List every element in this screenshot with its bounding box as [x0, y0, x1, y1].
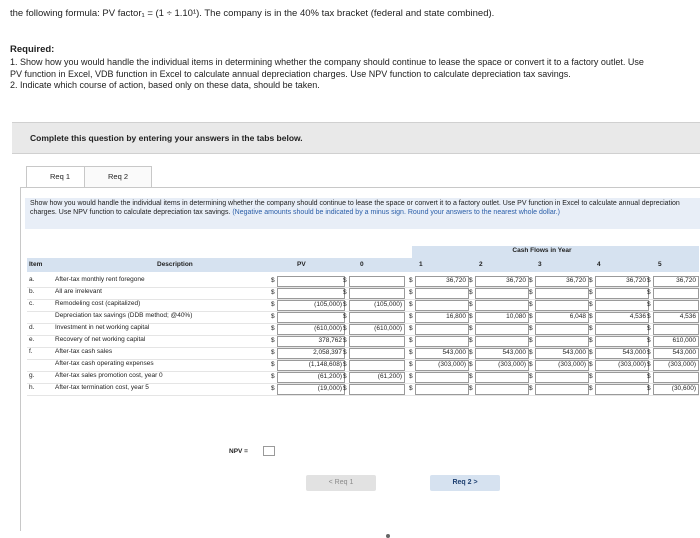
- header-group-label: Cash Flows in Year: [512, 247, 572, 254]
- cell-input-pv[interactable]: [277, 312, 345, 323]
- currency-sign: $: [469, 277, 473, 284]
- panel-heading: [12, 122, 700, 154]
- currency-sign: $: [469, 373, 473, 380]
- row-divider: [27, 395, 699, 396]
- cell-input-y3[interactable]: [535, 372, 589, 383]
- row-description: After-tax cash operating expenses: [55, 360, 154, 367]
- currency-sign: $: [529, 349, 533, 356]
- cell-input-y0[interactable]: (610,000): [349, 324, 405, 335]
- row-description: Recovery of net working capital: [55, 336, 146, 343]
- cell-input-pv[interactable]: (1,148,608): [277, 360, 345, 371]
- currency-sign: $: [647, 337, 651, 344]
- cell-input-y0[interactable]: [349, 360, 405, 371]
- currency-sign: $: [343, 337, 347, 344]
- col-year-0-header: 0: [360, 261, 364, 268]
- cell-input-pv[interactable]: 2,058,397: [277, 348, 345, 359]
- currency-sign: $: [589, 373, 593, 380]
- row-item-label: g.: [29, 372, 35, 379]
- row-item-label: a.: [29, 276, 35, 283]
- next-req-button[interactable]: Req 2 >: [430, 475, 500, 491]
- required-item-2: 2. Indicate which course of action, based only on these data, should be taken.: [10, 80, 320, 90]
- cell-input-y5[interactable]: (303,000): [653, 360, 699, 371]
- cell-input-y2[interactable]: [475, 384, 529, 395]
- cell-input-y5[interactable]: [653, 288, 699, 299]
- currency-sign: $: [409, 385, 413, 392]
- row-description: After-tax cash sales: [55, 348, 113, 355]
- cell-input-y0[interactable]: [349, 276, 405, 287]
- cell-input-y4[interactable]: [595, 372, 649, 383]
- currency-sign: $: [529, 361, 533, 368]
- row-description: After-tax monthly rent foregone: [55, 276, 145, 283]
- col-year-3-header: 3: [538, 261, 542, 268]
- npv-input[interactable]: [263, 446, 275, 456]
- cell-input-y4[interactable]: [595, 288, 649, 299]
- cell-input-y2[interactable]: [475, 372, 529, 383]
- cell-input-pv[interactable]: (105,000): [277, 300, 345, 311]
- currency-sign: $: [469, 385, 473, 392]
- cell-input-y5[interactable]: [653, 324, 699, 335]
- cell-input-y2[interactable]: 36,720: [475, 276, 529, 287]
- cell-input-y5[interactable]: 36,720: [653, 276, 699, 287]
- cell-input-y4[interactable]: [595, 300, 649, 311]
- row-description: After-tax sales promotion cost, year 0: [55, 372, 163, 379]
- cell-input-y3[interactable]: (303,000): [535, 360, 589, 371]
- cell-input-y1[interactable]: (303,000): [415, 360, 469, 371]
- currency-sign: $: [589, 385, 593, 392]
- cell-input-y3[interactable]: 543,000: [535, 348, 589, 359]
- cell-input-y4[interactable]: 4,536: [595, 312, 649, 323]
- cell-input-y2[interactable]: [475, 288, 529, 299]
- currency-sign: $: [271, 289, 275, 296]
- currency-sign: $: [529, 325, 533, 332]
- currency-sign: $: [271, 349, 275, 356]
- currency-sign: $: [529, 289, 533, 296]
- cell-input-y4[interactable]: [595, 336, 649, 347]
- cell-input-pv[interactable]: [277, 288, 345, 299]
- cell-input-y3[interactable]: [535, 300, 589, 311]
- currency-sign: $: [343, 349, 347, 356]
- currency-sign: $: [409, 313, 413, 320]
- cell-input-y3[interactable]: [535, 384, 589, 395]
- currency-sign: $: [589, 361, 593, 368]
- currency-sign: $: [271, 337, 275, 344]
- npv-label: NPV =: [229, 448, 248, 455]
- col-pv-header: PV: [297, 261, 306, 268]
- currency-sign: $: [647, 385, 651, 392]
- currency-sign: $: [589, 313, 593, 320]
- cell-input-y5[interactable]: 543,000: [653, 348, 699, 359]
- cell-input-pv[interactable]: [277, 276, 345, 287]
- row-description: All are irrelevant: [55, 288, 102, 295]
- cell-input-y0[interactable]: (61,200): [349, 372, 405, 383]
- currency-sign: $: [409, 325, 413, 332]
- instruction-text: Show how you would handle the individual items in determining whether the company should continue to lease the space or convert it to a factory outlet. Use PV function in Excel to calculate annual depreciation charges. Use NPV function to calculate depreciation tax savings.: [30, 200, 680, 217]
- currency-sign: $: [271, 313, 275, 320]
- cell-input-y0[interactable]: [349, 312, 405, 323]
- currency-sign: $: [469, 361, 473, 368]
- currency-sign: $: [271, 277, 275, 284]
- cell-input-y0[interactable]: [349, 348, 405, 359]
- col-desc-header: Description: [157, 261, 193, 268]
- currency-sign: $: [409, 349, 413, 356]
- currency-sign: $: [529, 385, 533, 392]
- currency-sign: $: [647, 289, 651, 296]
- cell-input-pv[interactable]: (61,200): [277, 372, 345, 383]
- cell-input-y5[interactable]: 4,536: [653, 312, 699, 323]
- cell-input-y2[interactable]: (303,000): [475, 360, 529, 371]
- answer-card: [20, 187, 700, 531]
- cell-input-pv[interactable]: (610,000): [277, 324, 345, 335]
- cell-input-y1[interactable]: 543,000: [415, 348, 469, 359]
- currency-sign: $: [409, 277, 413, 284]
- cell-input-y2[interactable]: 543,000: [475, 348, 529, 359]
- cell-input-y1[interactable]: 36,720: [415, 276, 469, 287]
- currency-sign: $: [529, 277, 533, 284]
- currency-sign: $: [589, 337, 593, 344]
- cell-input-y0[interactable]: (105,000): [349, 300, 405, 311]
- cell-input-y1[interactable]: [415, 336, 469, 347]
- currency-sign: $: [469, 301, 473, 308]
- panel-heading-text: Complete this question by entering your answers in the tabs below.: [30, 133, 303, 143]
- currency-sign: $: [409, 301, 413, 308]
- cell-input-y5[interactable]: [653, 300, 699, 311]
- col-item-header: Item: [29, 261, 43, 268]
- currency-sign: $: [647, 313, 651, 320]
- cell-input-y3[interactable]: 36,720: [535, 276, 589, 287]
- currency-sign: $: [647, 301, 651, 308]
- cell-input-y4[interactable]: 543,000: [595, 348, 649, 359]
- currency-sign: $: [647, 325, 651, 332]
- cell-input-y3[interactable]: [535, 324, 589, 335]
- currency-sign: $: [589, 277, 593, 284]
- col-year-2-header: 2: [479, 261, 483, 268]
- row-item-label: h.: [29, 384, 35, 391]
- row-item-label: b.: [29, 288, 35, 295]
- currency-sign: $: [647, 361, 651, 368]
- cell-input-y1[interactable]: [415, 372, 469, 383]
- cell-input-y2[interactable]: [475, 336, 529, 347]
- row-item-label: d.: [29, 324, 35, 331]
- currency-sign: $: [343, 385, 347, 392]
- row-description: Investment in net working capital: [55, 324, 150, 331]
- row-item-label: f.: [29, 348, 33, 355]
- cash-flow-table: [27, 247, 699, 462]
- required-list: [10, 57, 650, 92]
- currency-sign: $: [343, 289, 347, 296]
- currency-sign: $: [409, 361, 413, 368]
- currency-sign: $: [529, 313, 533, 320]
- tab-req-1[interactable]: Req 1: [26, 166, 94, 188]
- cell-input-y4[interactable]: 36,720: [595, 276, 649, 287]
- cell-input-pv[interactable]: (19,000): [277, 384, 345, 395]
- cell-input-pv[interactable]: 378,762: [277, 336, 345, 347]
- currency-sign: $: [589, 289, 593, 296]
- currency-sign: $: [271, 361, 275, 368]
- currency-sign: $: [589, 301, 593, 308]
- currency-sign: $: [271, 325, 275, 332]
- currency-sign: $: [647, 349, 651, 356]
- cell-input-y4[interactable]: (303,000): [595, 360, 649, 371]
- pagination-dot: [386, 534, 390, 538]
- currency-sign: $: [409, 289, 413, 296]
- currency-sign: $: [647, 277, 651, 284]
- col-year-5-header: 5: [658, 261, 662, 268]
- cell-input-y3[interactable]: 6,048: [535, 312, 589, 323]
- currency-sign: $: [343, 301, 347, 308]
- row-item-label: c.: [29, 300, 35, 307]
- currency-sign: $: [469, 325, 473, 332]
- currency-sign: $: [469, 349, 473, 356]
- cell-input-y1[interactable]: [415, 324, 469, 335]
- cell-input-y2[interactable]: [475, 300, 529, 311]
- cell-input-y1[interactable]: 16,800: [415, 312, 469, 323]
- cell-input-y3[interactable]: [535, 288, 589, 299]
- cell-input-y3[interactable]: [535, 336, 589, 347]
- cell-input-y4[interactable]: [595, 384, 649, 395]
- cell-input-y0[interactable]: [349, 384, 405, 395]
- cell-input-y0[interactable]: [349, 288, 405, 299]
- currency-sign: $: [529, 301, 533, 308]
- currency-sign: $: [589, 349, 593, 356]
- col-year-1-header: 1: [419, 261, 423, 268]
- currency-sign: $: [343, 361, 347, 368]
- currency-sign: $: [343, 325, 347, 332]
- prev-req-button[interactable]: < Req 1: [306, 475, 376, 491]
- currency-sign: $: [469, 337, 473, 344]
- currency-sign: $: [469, 289, 473, 296]
- required-item-1: 1. Show how you would handle the individual items in determining whether the company should continue to lease the space or convert it to a factory outlet. Use PV function in Excel, VDB function in Excel to calculate annual depreciation charges. Use NPV function to calculate depreciation tax savings.: [10, 57, 644, 79]
- currency-sign: $: [589, 325, 593, 332]
- cell-input-y4[interactable]: [595, 324, 649, 335]
- row-description: After-tax termination cost, year 5: [55, 384, 149, 391]
- row-description: Remodeling cost (capitalized): [55, 300, 141, 307]
- cell-input-y1[interactable]: [415, 288, 469, 299]
- intro-text: the following formula: PV factor₁ = (1 ÷ 1.10¹). The company is in the 40% tax bracket (federal and state combined).: [10, 8, 495, 19]
- cell-input-y5[interactable]: 610,000: [653, 336, 699, 347]
- required-title: Required:: [10, 44, 55, 55]
- currency-sign: $: [271, 373, 275, 380]
- currency-sign: $: [529, 337, 533, 344]
- currency-sign: $: [529, 373, 533, 380]
- currency-sign: $: [343, 277, 347, 284]
- cell-input-y2[interactable]: [475, 324, 529, 335]
- cell-input-y2[interactable]: 10,080: [475, 312, 529, 323]
- cell-input-y0[interactable]: [349, 336, 405, 347]
- currency-sign: $: [647, 373, 651, 380]
- tab-req-2[interactable]: Req 2: [84, 166, 152, 188]
- currency-sign: $: [271, 385, 275, 392]
- instructions: [25, 198, 700, 229]
- currency-sign: $: [343, 313, 347, 320]
- currency-sign: $: [409, 373, 413, 380]
- cell-input-y1[interactable]: [415, 300, 469, 311]
- row-description: Depreciation tax savings (DDB method; @40%): [55, 312, 193, 319]
- col-year-4-header: 4: [597, 261, 601, 268]
- instruction-note: (Negative amounts should be indicated by a minus sign. Round your answers to the nearest whole dollar.): [232, 209, 560, 217]
- currency-sign: $: [271, 301, 275, 308]
- cell-input-y5[interactable]: [653, 372, 699, 383]
- currency-sign: $: [469, 313, 473, 320]
- cell-input-y5[interactable]: (30,600): [653, 384, 699, 395]
- currency-sign: $: [409, 337, 413, 344]
- row-item-label: e.: [29, 336, 35, 343]
- cell-input-y1[interactable]: [415, 384, 469, 395]
- currency-sign: $: [343, 373, 347, 380]
